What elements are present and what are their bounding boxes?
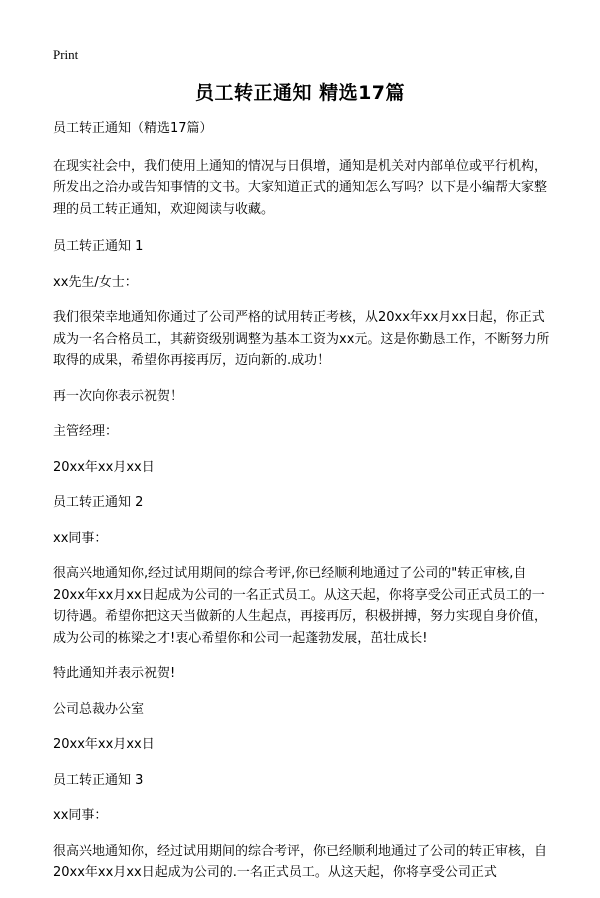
section-1-closing: 再一次向你表示祝贺！: [53, 388, 184, 404]
section-2-signer: 公司总裁办公室: [53, 701, 145, 717]
intro-paragraph: 在现实社会中，我们使用上通知的情况与日俱增，通知是机关对内部单位或平行机构，所发出之洽办或告知事情的文书。大家知道正式的通知怎么写吗？以下是小编帮大家整理的员工转正通知，欢迎阅读与收藏。: [53, 158, 548, 217]
section-1-heading: 员工转正通知 1: [53, 239, 144, 254]
section-3-body: 很高兴地通知你，经过试用期间的综合考评，你已经顺利地通过了公司的转正审核，自20xx年xx月xx日起成为公司的.一名正式员工。从这天起，你将享受公司正式: [53, 843, 548, 880]
document-body: [53, 118, 551, 898]
section-2-date: 20xx年xx月xx日: [53, 737, 155, 752]
print-label[interactable]: Print: [53, 47, 79, 62]
section-2-greeting: xx同事：: [53, 530, 108, 546]
section-1-body: 我们很荣幸地通知你通过了公司严格的试用转正考核，从20xx年xx月xx日起，你正式成为一名合格员工，其薪资级别调整为基本工资为xx元。这是你勤恳工作，不断努力所取得的成果，希望你再接再厉，迈向新的.成功！: [53, 310, 550, 368]
section-1-greeting: xx先生/女士：: [53, 274, 138, 290]
section-2-heading: 员工转正通知 2: [53, 495, 144, 510]
section-2-closing: 特此通知并表示祝贺!: [53, 666, 176, 681]
section-2-body: 很高兴地通知你,经过试用期间的综合考评,你已经顺利地通过了公司的"转正审核,自20xx年xx月xx日起成为公司的一名正式员工。从这天起，你将享受公司正式员工的一切待遇。希望你把这天当做新的人生起点，再接再厉，积极拼搏，努力实现自身价值，成为公司的栋梁之才!衷心希望你和公司一起蓬勃发展，茁壮成长!: [53, 566, 548, 646]
section-3-heading: 员工转正通知 3: [53, 772, 144, 788]
section-1-date: 20xx年xx月xx日: [53, 459, 155, 475]
document-title: 员工转正通知 精选17篇: [194, 82, 406, 104]
document-subtitle: 员工转正通知（精选17篇）: [53, 121, 213, 136]
section-1-signer: 主管经理：: [53, 424, 119, 439]
section-3-greeting: xx同事：: [53, 808, 108, 823]
